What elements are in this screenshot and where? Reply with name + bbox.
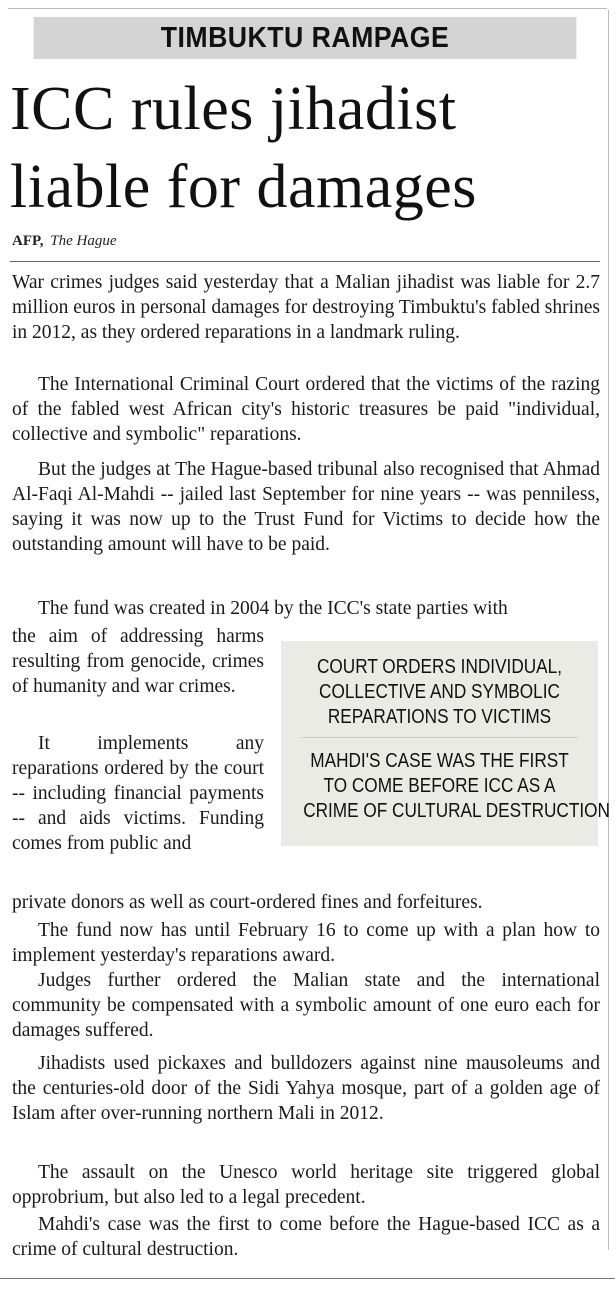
pull-quote-2 (281, 749, 610, 824)
article-paragraph: Mahdi's case was the first to come before the Hague-based ICC as a crime of cultural destruction. (12, 1214, 600, 1260)
byline (12, 233, 117, 250)
headline-line-2: liable for damages (10, 153, 477, 221)
article-paragraph: It implements any reparations ordered by the court -- including financial payments -- and aids victims. Funding comes from public and (12, 733, 264, 854)
article-paragraph: The International Criminal Court ordered that the victims of the razing of the fabled west African city's historic treasures be paid "individual, collective and symbolic" reparations. (12, 374, 600, 445)
article-paragraph: Judges further ordered the Malian state and the international community be compensated with a symbolic amount of one euro each for damages suffered. (12, 970, 600, 1041)
article-paragraph: The fund now has until February 16 to come up with a plan how to implement yesterday's reparations award. (12, 920, 600, 966)
pull-quote-1 (281, 655, 598, 730)
pull-quote-line: TO COME BEFORE ICC AS A (323, 775, 556, 797)
article-paragraph: War crimes judges said yesterday that a Malian jihadist was liable for 2.7 million euros in personal damages for destroying Timbuktu's fabled shrines in 2012, as they ordered reparations in a landmark ruling. (12, 272, 600, 343)
article-paragraph: But the judges at The Hague-based tribunal also recognised that Ahmad Al-Faqi Al-Mahdi -- jailed last September for nine years -- was penniless, saying it was now up to the Trust Fund for Victims to decide how the outstanding amount will have to be paid. (12, 459, 600, 555)
pull-quote-box (281, 641, 610, 846)
page-bottom-rule (0, 1278, 615, 1279)
article-paragraph: private donors as well as court-ordered fines and forfeitures. (12, 892, 483, 913)
pull-quote-line: COURT ORDERS INDIVIDUAL, (317, 656, 562, 678)
article-paragraph: the aim of addressing harms resulting from genocide, crimes of humanity and war crimes. (12, 626, 264, 697)
pull-quote-line: CRIME OF CULTURAL DESTRUCTION (303, 800, 610, 822)
byline-place: The Hague (50, 233, 117, 249)
pull-quote-line: REPARATIONS TO VICTIMS (327, 706, 552, 728)
frame-top-rule (8, 8, 607, 9)
article-paragraph: Jihadists used pickaxes and bulldozers against nine mausoleums and the centuries-old door of the Sidi Yahya mosque, part of a golden age of Islam after over-running northern Mali in 2012. (12, 1053, 600, 1124)
pull-quote-line: MAHDI'S CASE WAS THE FIRST (310, 750, 569, 772)
byline-divider (10, 261, 600, 262)
section-kicker: TIMBUKTU RAMPAGE (34, 17, 577, 59)
article-paragraph: The fund was created in 2004 by the ICC's state parties with (38, 598, 508, 619)
article-headline (10, 70, 610, 226)
pull-quote-line: COLLECTIVE AND SYMBOLIC (319, 681, 560, 703)
headline-line-1: ICC rules jihadist (10, 75, 457, 143)
article-paragraph: The assault on the Unesco world heritage site triggered global opprobrium, but also led to a legal precedent. (12, 1162, 600, 1208)
pull-quote-divider (301, 737, 578, 738)
byline-agency: AFP, (12, 233, 44, 249)
